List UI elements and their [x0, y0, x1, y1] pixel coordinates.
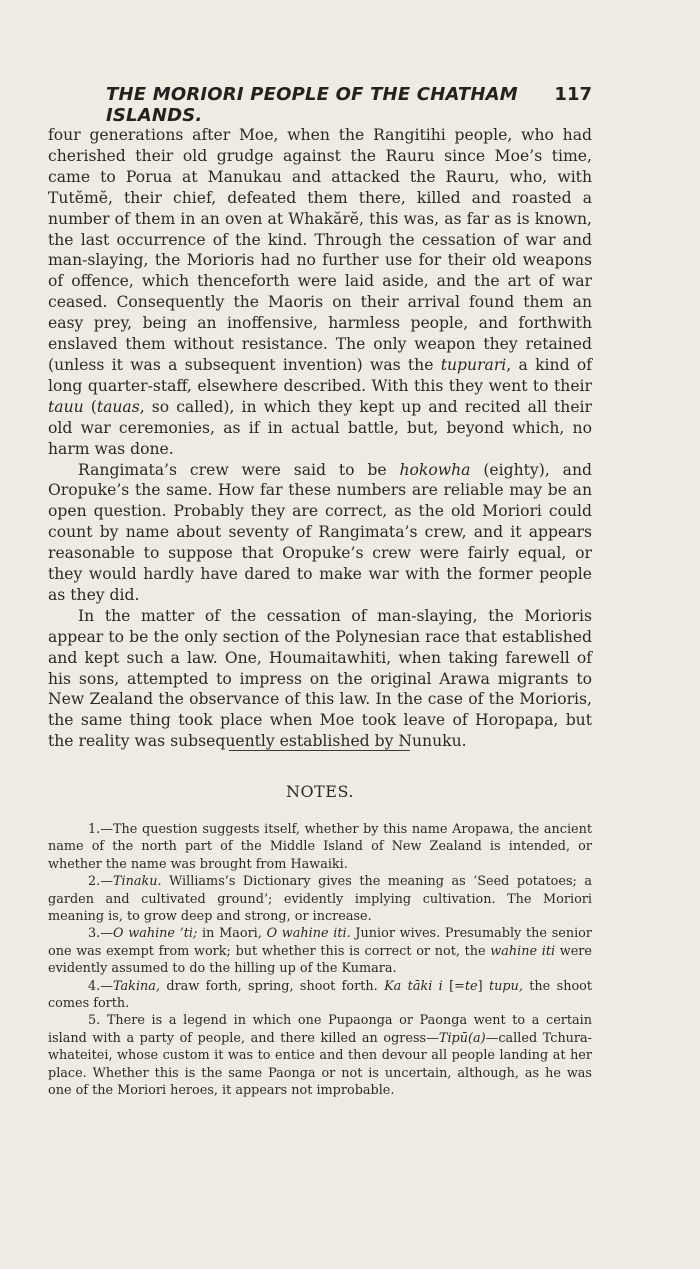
paragraph-2: Rangimata’s crew were said to be hokowha (eighty), and Oropuke’s the same. How far these numbers are reliable may be an open question. Probably they are correct, as the old Moriori could count by name about seventy of Rangimata’s crew, and it appears reasonable to suppose that Oropuke’s crew were fairly equal, or they would hardly have dared to make war with the former people as they did. — [48, 460, 592, 604]
note-1: 1.—The question suggests itself, whether by this name Aropawa, the ancient name of the north part of the Middle Island of New Zealand is intended, or whether the name was brought from Hawaiki. — [48, 822, 592, 872]
body-text — [48, 125, 592, 752]
paragraph-3: In the matter of the cessation of man-slaying, the Morioris appear to be the only section of the Polynesian race that established and kept such a law. One, Houmaitawhiti, when taking farewell of his sons, attempted to impress on the original Arawa migrants to New Zealand the observance of this law. In the case of the Morioris, the same thing took place when Moe took leave of Horopapa, but the reality was subsequently established by Nunuku. — [48, 606, 592, 751]
note-3: 3.—O wahine ’ti; in Maori, O wahine iti. Junior wives. Presumably the senior one was exempt from work; but whether this is correct or not, the wahine iti were evidently assumed to do the hilling up of the Kumara. — [48, 926, 592, 977]
notes-heading: NOTES. — [286, 782, 354, 801]
note-2: 2.—Tinaku. Williams’s Dictionary gives the meaning as ‘Seed potatoes; a garden and cultivated ground’; evidently implying cultivation. The Moriori meaning is, to grow deep and strong, or increase. — [48, 874, 592, 925]
note-4: 4.—Takina, draw forth, spring, shoot forth. Ka tāki i [=te] tupu, the shoot comes forth. — [48, 978, 592, 1012]
paragraph-1: four generations after Moe, when the Rangitihi people, who had cherished their old grudge against the Rauru since Moe’s time, came to Porua at Manukau and attacked the Rauru, who, with Tutĕmĕ, their chief, defeated them there, killed and roasted a number of them in an oven at Whakărĕ, this was, as far as is known, the last occurrence of the kind. Through the cessation of war and man-slaying, the Morioris had no further use for their old weapons of offence, which thenceforth were laid aside, and the art of war ceased. Consequently the Maoris on their arrival found them an easy prey, being an inoffensive, harmless people, and forthwith enslaved them without resistance. The only weapon they retained (unless it was a subsequent invention) was the tupurari, a kind of long quarter-staff, elsewhere described. With this they went to their tauu (tauas, so called), in which they kept up and recited all their old war ceremonies, as if in actual battle, but, beyond which, no harm was done. — [48, 126, 592, 458]
section-divider — [229, 750, 410, 751]
page-header — [106, 84, 592, 126]
page-number: 117 — [554, 84, 592, 105]
note-5: 5. There is a legend in which one Pupaonga or Paonga went to a certain island with a party of people, and there killed an ogress—Tipū(a)—called Tchura-whateitei, whose custom it was to entice and then devour all people landing at her place. Whether this is the same Paonga or not is uncertain, although, as he was one of the Moriori heroes, it appears not improbable. — [48, 1013, 592, 1099]
notes-section — [48, 821, 592, 1100]
running-title: THE MORIORI PEOPLE OF THE CHATHAM ISLANDS. — [106, 84, 518, 126]
